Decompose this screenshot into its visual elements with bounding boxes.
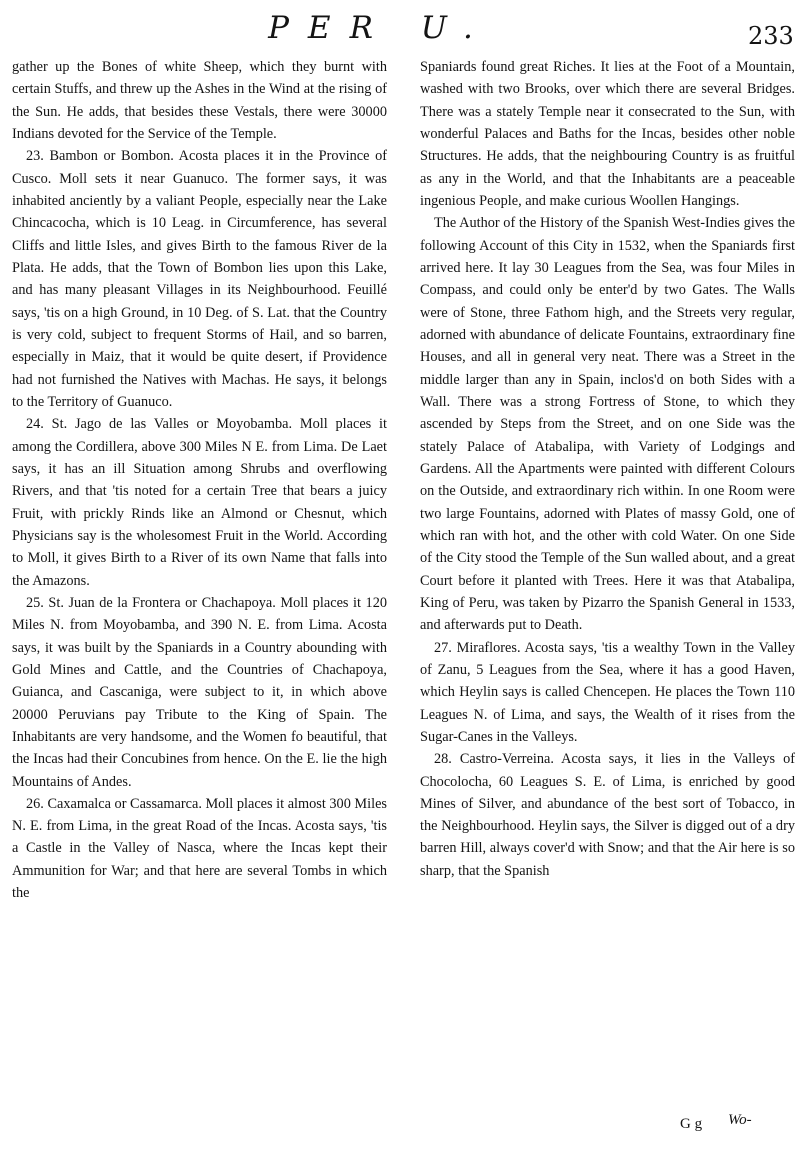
page-number: 233: [748, 22, 794, 50]
paragraph: 23. Bambon or Bombon. Acosta places it in the Province of Cusco. Moll sets it near Guanuco. The former says, it was inhabited anciently by a valiant People, especially near the Lake Chincacocha, which is 10 Leag. in Circumference, has several Cliffs and little Isles, and gives Birth to the famous River de la Plata. He adds, that the Town of Bombon lies upon this Lake, and has many pleasant Villages in its Neighbourhood. Feuillé says, 'tis on a high Ground, in 10 Deg. of S. Lat. that the Country is very cold, subject to frequent Storms of Hail, and so barren, especially in Maiz, that it would be quite desert, if Providence had not furnished the Natives with Machas. He says, it belongs to the Territory of Guanuco.: [12, 148, 387, 410]
paragraph: The Author of the History of the Spanish West-Indies gives the following Account of this City in 1532, when the Spaniards first arrived here. It lay 30 Leagues from the Sea, was four Miles in Compass, and could only be enter'd by two Gates. The Walls were of Stone, three Fathom high, and the Streets very regular, adorned with abundance of delicate Fountains, extraordinary fine Houses, and all in general very neat. There was a Street in the middle larger than any in Spain, inclos'd on both Sides with a Wall. There was a strong Fortress of Stone, to which they ascended by Steps from the Street, and on one Side was the stately Palace of Atabalipa, with Variety of Lodgings and Gardens. All the Apartments were painted with different Colours on the Outside, and extraordinary rich within. In one Room were two large Fountains, adorned with Plates of massy Gold, one of which ran with hot, and the other with cold Water. On one Side of the City stood the Temple of the Sun walled about, and a great Court before it planted with Trees. Here it was that Atabalipa, King of Peru, was taken by Pizarro the Spanish General in 1533, and afterwards put to Death.: [420, 215, 795, 634]
running-head: PER U.: [268, 10, 492, 46]
paragraph: 27. Miraflores. Acosta says, 'tis a wealthy Town in the Valley of Zanu, 5 Leagues from the Sea, where it has a good Haven, which Heylin says is called Chencepen. He places the Town 110 Leagues N. of Lima, and says, the Wealth of it rises from the Sugar-Canes in the Valleys.: [420, 639, 795, 745]
left-column: [12, 56, 387, 1156]
page-header: [0, 10, 800, 52]
catchword: Wo-: [728, 1112, 752, 1128]
signature-mark: G g: [680, 1116, 703, 1132]
paragraph: 26. Caxamalca or Cassamarca. Moll places it almost 300 Miles N. E. from Lima, in the great Road of the Incas. Acosta says, 'tis a Castle in the Valley of Nasca, where the Incas kept their Ammunition for War; and that here are several Tombs in which the: [12, 795, 387, 902]
paragraph: 28. Castro-Verreina. Acosta says, it lies in the Valleys of Chocolocha, 60 Leagues S. E. of Lima, is enriched by good Mines of Silver, and abundance of the best sort of Tobacco, in the Neighbourhood. Heylin says, the Silver is digged out of a dry barren Hill, always cover'd with Snow; and that the Air here is so sharp, that the Spanish: [420, 751, 795, 879]
right-column: [420, 56, 795, 1156]
paragraph: 24. St. Jago de las Valles or Moyobamba. Moll places it among the Cordillera, above 300 Miles N E. from Lima. De Laet says, it has an ill Situation among Shrubs and overflowing Rivers, and that 'tis noted for a certain Tree that bears a juicy Fruit, with prickly Rinds like an Almond or Chesnut, which Physicians say is the wholesomest Fruit in the World. According to Moll, it gives Birth to a River of its own Name that falls into the Amazons.: [12, 416, 387, 589]
paragraph: gather up the Bones of white Sheep, which they burnt with certain Stuffs, and threw up the Ashes in the Wind at the rising of the Sun. He adds, that besides these Vestals, there were 30000 Indians devoted for the Service of the Temple.: [12, 59, 387, 142]
paragraph: Spaniards found great Riches. It lies at the Foot of a Mountain, washed with two Brooks, over which there are several Bridges. There was a stately Temple near it consecrated to the Sun, with wonderful Palaces and Baths for the Incas, besides other noble Structures. He adds, that the neighbouring Country is as fruitful as any in the World, and that the Inhabitants are a peaceable ingenious People, and make curious Woollen Hangings.: [420, 59, 795, 209]
paragraph: 25. St. Juan de la Frontera or Chachapoya. Moll places it 120 Miles N. from Moyobamba, and 390 N. E. from Lima. Acosta says, it was built by the Spaniards in a Country abounding with Gold Mines and Cattle, and the Countries of Chachapoya, Guianca, and Cascaniga, were subject to it, in which above 20000 Peruvians pay Tribute to the King of Spain. The Inhabitants are very handsome, and the Women fo beautiful, that the Incas had their Concubines from hence. On the E. lie the high Mountains of Andes.: [12, 594, 387, 790]
